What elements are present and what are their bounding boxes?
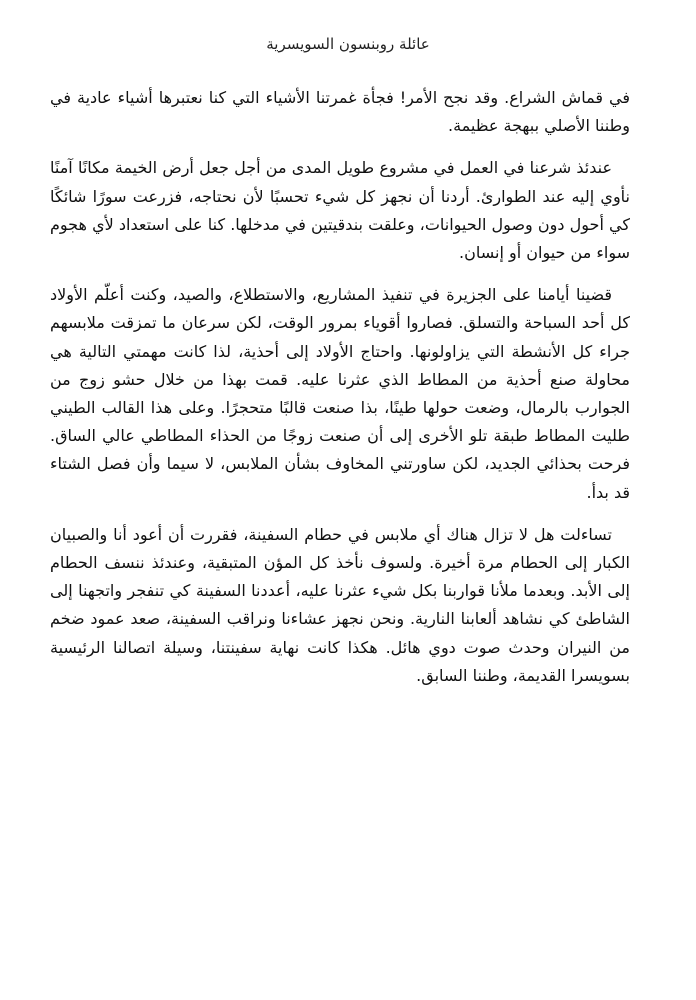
paragraph-3: قضينا أيامنا على الجزيرة في تنفيذ المشاريع، والاستطلاع، والصيد، وكنت أعلّم الأولاد كل أحد السباحة والتسلق. فصاروا أقوياء بمرور الوقت، لكن سرعان ما تمزقت ملابسهم جراء كل الأنشطة التي يزاولونها. واحتاج الأولاد إلى أحذية، لذا كانت مهمتي التالية هي محاولة صنع أحذية من المطاط الذي عثرنا عليه. قمت بهذا من خلال حشو زوج من الجوارب بالرمال، وضعت حولها طينًا، بذا صنعت قالبًا متحجرًا. وعلى هذا القالب الطيني طليت المطاط طبقة تلو الأخرى إلى أن صنعت زوجًا من الحذاء المطاطي عالي الساق. فرحت بحذائي الجديد، لكن ساورتني المخاوف بشأن الملابس، لا سيما وأن فصل الشتاء قد بدأ. bbox=[50, 285, 630, 502]
paragraph-1: في قماش الشراع. وقد نجح الأمر! فجأة غمرتنا الأشياء التي كنا نعتبرها أشياء عادية في وطننا الأصلي ببهجة عظيمة. bbox=[50, 88, 630, 136]
paragraph-2: عندئذ شرعنا في العمل في مشروع طويل المدى من أجل جعل أرض الخيمة مكانًا آمنًا نأوي إليه عند الطوارئ. أردنا أن نجهز كل شيء تحسبًا لأن نحتاجه، فزرعت سورًا شائكًا كي أحول دون وصول الحيوانات، وعلقت بندقيتين في مدخلها. كنا على استعداد لأي هجوم سواء من حيوان أو إنسان. bbox=[50, 158, 630, 263]
running-header: عائلة روبنسون السويسرية bbox=[266, 35, 430, 53]
body-text bbox=[50, 84, 630, 704]
paragraph-4: تساءلت هل لا تزال هناك أي ملابس في حطام السفينة، فقررت أن أعود أنا والصبيان الكبار إلى الحطام مرة أخيرة. ولسوف نأخذ كل المؤن المتبقية، وعندئذ ننسف الحطام إلى الأبد. وبعدما ملأنا قواربنا بكل شيء عثرنا عليه، أعددنا السفينة كي تنفجر واتجهنا إلى الشاطئ كي نشاهد ألعابنا النارية. ونحن نجهز عشاءنا ونراقب السفينة، صعد عمود ضخم من النيران وحدث صوت دوي هائل. هكذا كانت نهاية سفينتنا، وسيلة اتصالنا الرئيسية بسويسرا القديمة، وطننا السابق. bbox=[50, 524, 630, 685]
